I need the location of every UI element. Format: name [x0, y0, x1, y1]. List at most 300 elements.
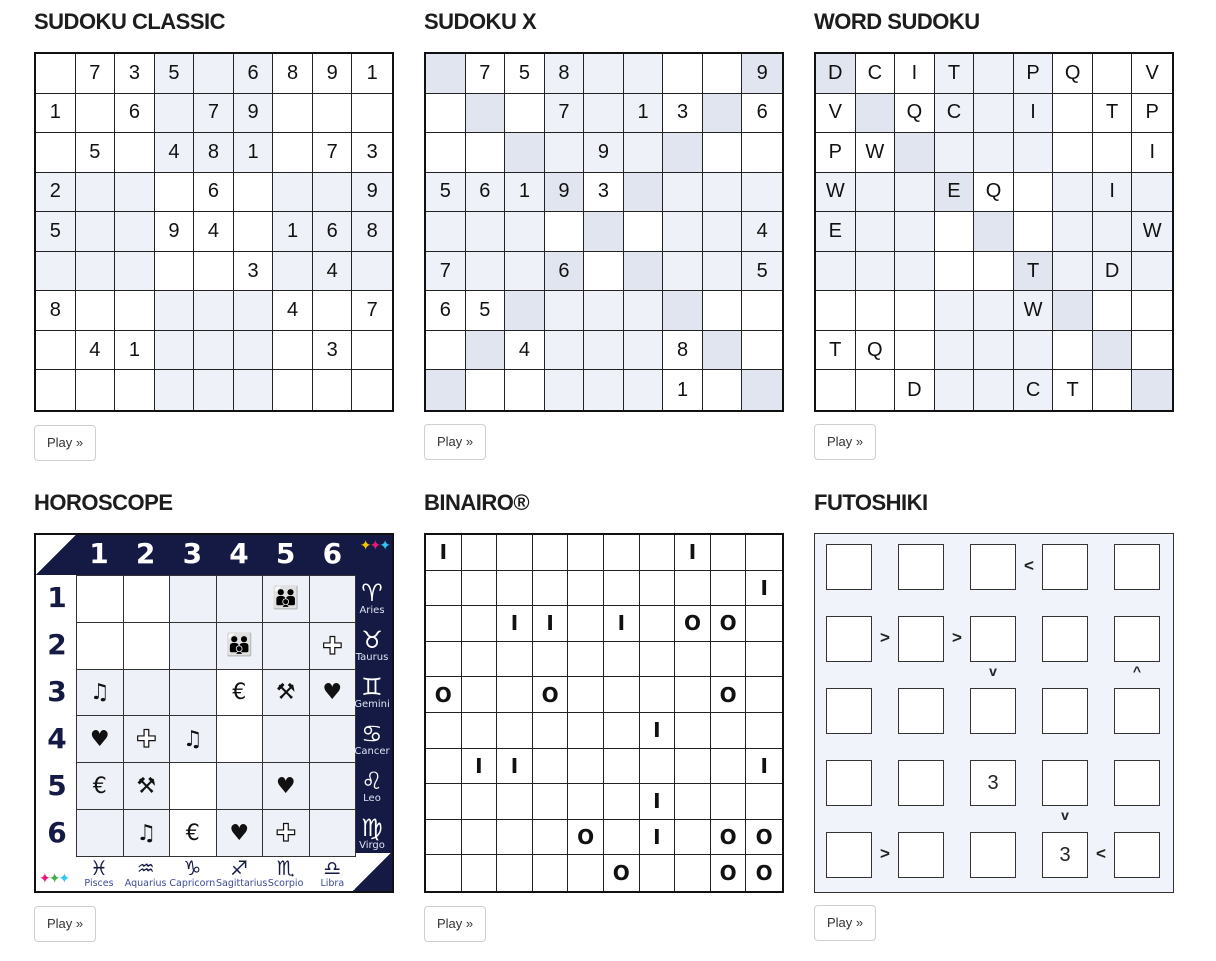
- grid-cell[interactable]: [466, 133, 506, 173]
- grid-cell[interactable]: [703, 331, 743, 371]
- grid-cell[interactable]: I: [426, 535, 462, 571]
- grid-cell[interactable]: [263, 763, 310, 810]
- grid-cell[interactable]: 4: [155, 133, 195, 173]
- grid-cell[interactable]: [462, 784, 498, 820]
- grid-cell[interactable]: 6: [313, 212, 353, 252]
- grid-cell[interactable]: 4: [194, 212, 234, 252]
- grid-cell[interactable]: [155, 331, 195, 371]
- grid-cell[interactable]: 7: [426, 252, 466, 292]
- grid-cell[interactable]: 5: [426, 173, 466, 213]
- grid-cell[interactable]: [76, 370, 116, 410]
- grid-cell[interactable]: D: [1093, 252, 1133, 292]
- grid-cell[interactable]: 7: [313, 133, 353, 173]
- grid-cell[interactable]: [466, 331, 506, 371]
- play-button-horoscope[interactable]: Play »: [34, 906, 96, 942]
- grid-cell[interactable]: [898, 832, 944, 878]
- grid-cell[interactable]: Q: [856, 331, 896, 371]
- grid-cell[interactable]: 4: [742, 212, 782, 252]
- grid-cell[interactable]: [898, 616, 944, 662]
- grid-cell[interactable]: 7: [194, 94, 234, 134]
- grid-cell[interactable]: [675, 677, 711, 713]
- grid-cell[interactable]: O: [755, 861, 773, 886]
- grid-cell[interactable]: D: [895, 370, 935, 410]
- grid-cell[interactable]: [497, 642, 533, 678]
- grid-cell[interactable]: [352, 370, 392, 410]
- grid-cell[interactable]: 9: [352, 173, 392, 213]
- grid-cell[interactable]: 5: [466, 291, 506, 331]
- grid-cell[interactable]: [1093, 370, 1133, 410]
- grid-cell[interactable]: [426, 94, 466, 134]
- grid-cell[interactable]: O: [711, 855, 747, 891]
- grid-cell[interactable]: [703, 133, 743, 173]
- grid-cell[interactable]: [568, 713, 604, 749]
- grid-cell[interactable]: 6: [426, 291, 466, 331]
- grid-cell[interactable]: [826, 688, 872, 734]
- grid-cell[interactable]: [742, 173, 782, 213]
- grid-cell[interactable]: 1: [624, 94, 664, 134]
- grid-cell[interactable]: 9: [584, 133, 624, 173]
- grid-cell[interactable]: 8: [352, 212, 392, 252]
- grid-cell[interactable]: 9: [742, 54, 782, 94]
- grid-cell[interactable]: [263, 716, 310, 763]
- play-button-sudoku-x[interactable]: Play »: [424, 424, 486, 460]
- grid-cell[interactable]: 3: [234, 252, 274, 292]
- grid-cell[interactable]: I: [640, 713, 676, 749]
- grid-cell[interactable]: 1: [352, 54, 392, 94]
- grid-cell[interactable]: Q: [1053, 54, 1093, 94]
- grid-cell[interactable]: 8: [36, 291, 76, 331]
- grid-cell[interactable]: 5: [155, 54, 195, 94]
- grid-cell[interactable]: [426, 642, 462, 678]
- grid-cell[interactable]: [604, 535, 640, 571]
- grid-cell[interactable]: [505, 212, 545, 252]
- grid-cell[interactable]: [217, 576, 264, 623]
- grid-cell[interactable]: I: [1132, 133, 1172, 173]
- grid-cell[interactable]: [124, 763, 171, 810]
- grid-cell[interactable]: [426, 331, 466, 371]
- grid-cell[interactable]: [352, 94, 392, 134]
- grid-cell[interactable]: [974, 133, 1014, 173]
- grid-cell[interactable]: [155, 370, 195, 410]
- grid-cell[interactable]: [497, 677, 533, 713]
- grid-cell[interactable]: [1014, 173, 1054, 213]
- grid-cell[interactable]: [124, 716, 171, 763]
- grid-cell[interactable]: [545, 370, 585, 410]
- grid-cell[interactable]: W: [1132, 212, 1172, 252]
- grid-cell[interactable]: [711, 535, 747, 571]
- grid-cell[interactable]: W: [1014, 291, 1054, 331]
- grid-cell[interactable]: [533, 855, 569, 891]
- grid-cell[interactable]: [273, 331, 313, 371]
- grid-cell[interactable]: 9: [155, 212, 195, 252]
- grid-cell[interactable]: O: [426, 677, 462, 713]
- grid-cell[interactable]: [194, 331, 234, 371]
- grid-cell[interactable]: [155, 94, 195, 134]
- grid-cell[interactable]: [1053, 331, 1093, 371]
- grid-cell[interactable]: [675, 713, 711, 749]
- grid-cell[interactable]: [604, 642, 640, 678]
- grid-cell[interactable]: [604, 713, 640, 749]
- grid-cell[interactable]: 7: [76, 54, 116, 94]
- grid-cell[interactable]: [310, 623, 357, 670]
- grid-cell[interactable]: [711, 642, 747, 678]
- grid-cell[interactable]: [1114, 544, 1160, 590]
- grid-cell[interactable]: [217, 810, 264, 857]
- grid-cell[interactable]: [711, 749, 747, 785]
- grid-cell[interactable]: I: [640, 784, 676, 820]
- grid-cell[interactable]: [466, 212, 506, 252]
- grid-cell[interactable]: 4: [505, 331, 545, 371]
- grid-cell[interactable]: [826, 760, 872, 806]
- grid-cell[interactable]: [170, 670, 217, 717]
- grid-cell[interactable]: [604, 749, 640, 785]
- grid-cell[interactable]: 5: [76, 133, 116, 173]
- grid-cell[interactable]: P: [816, 133, 856, 173]
- grid-cell[interactable]: [124, 576, 171, 623]
- grid-cell[interactable]: [533, 535, 569, 571]
- grid-cell[interactable]: 7: [352, 291, 392, 331]
- grid-cell[interactable]: [1053, 173, 1093, 213]
- grid-cell[interactable]: [426, 571, 462, 607]
- grid-cell[interactable]: 7: [466, 54, 506, 94]
- grid-cell[interactable]: 3: [584, 173, 624, 213]
- grid-cell[interactable]: [640, 677, 676, 713]
- grid-cell[interactable]: [974, 291, 1014, 331]
- grid-cell[interactable]: [1042, 688, 1088, 734]
- grid-cell[interactable]: 9: [545, 173, 585, 213]
- grid-cell[interactable]: [895, 212, 935, 252]
- grid-cell[interactable]: [675, 642, 711, 678]
- grid-cell[interactable]: [77, 810, 124, 857]
- grid-cell[interactable]: [974, 54, 1014, 94]
- grid-cell[interactable]: 1: [36, 94, 76, 134]
- grid-cell[interactable]: [155, 252, 195, 292]
- grid-cell[interactable]: [895, 133, 935, 173]
- grid-cell[interactable]: [505, 291, 545, 331]
- grid-cell[interactable]: [624, 370, 664, 410]
- grid-cell[interactable]: [742, 133, 782, 173]
- grid-cell[interactable]: T: [1093, 94, 1133, 134]
- grid-cell[interactable]: [310, 576, 357, 623]
- grid-cell[interactable]: [1132, 331, 1172, 371]
- grid-cell[interactable]: [584, 252, 624, 292]
- grid-cell[interactable]: [273, 94, 313, 134]
- grid-cell[interactable]: [640, 642, 676, 678]
- grid-cell[interactable]: [746, 677, 782, 713]
- grid-cell[interactable]: [77, 716, 124, 763]
- grid-cell[interactable]: [1053, 212, 1093, 252]
- grid-cell[interactable]: [426, 820, 462, 856]
- play-button-futoshiki[interactable]: Play »: [814, 905, 876, 941]
- grid-cell[interactable]: [273, 173, 313, 213]
- grid-cell[interactable]: [77, 670, 124, 717]
- grid-cell[interactable]: [746, 713, 782, 749]
- grid-cell[interactable]: [263, 810, 310, 857]
- grid-cell[interactable]: [217, 623, 264, 670]
- grid-cell[interactable]: O: [746, 820, 782, 856]
- grid-cell[interactable]: [1093, 331, 1133, 371]
- grid-cell[interactable]: [746, 784, 782, 820]
- grid-cell[interactable]: O: [604, 855, 640, 891]
- grid-cell[interactable]: [170, 576, 217, 623]
- grid-cell[interactable]: [675, 784, 711, 820]
- grid-cell[interactable]: [624, 133, 664, 173]
- grid-cell[interactable]: [273, 370, 313, 410]
- grid-cell[interactable]: P: [1132, 94, 1172, 134]
- grid-cell[interactable]: [1093, 54, 1133, 94]
- grid-cell[interactable]: I: [640, 820, 676, 856]
- grid-cell[interactable]: 9: [313, 54, 353, 94]
- grid-cell[interactable]: [898, 760, 944, 806]
- grid-cell[interactable]: P: [1014, 54, 1054, 94]
- grid-cell[interactable]: [1042, 616, 1088, 662]
- grid-cell[interactable]: 3: [313, 331, 353, 371]
- grid-cell[interactable]: 4: [273, 291, 313, 331]
- grid-cell[interactable]: [1053, 94, 1093, 134]
- grid-cell[interactable]: [640, 855, 676, 891]
- grid-cell[interactable]: [970, 688, 1016, 734]
- grid-cell[interactable]: [711, 571, 747, 607]
- grid-cell[interactable]: I: [746, 571, 782, 607]
- grid-cell[interactable]: I: [533, 606, 569, 642]
- grid-cell[interactable]: 4: [76, 331, 116, 371]
- grid-cell[interactable]: [935, 133, 975, 173]
- grid-cell[interactable]: [76, 212, 116, 252]
- grid-cell[interactable]: [1053, 252, 1093, 292]
- grid-cell[interactable]: [170, 716, 217, 763]
- grid-cell[interactable]: C: [1014, 370, 1054, 410]
- grid-cell[interactable]: [935, 291, 975, 331]
- grid-cell[interactable]: [895, 173, 935, 213]
- grid-cell[interactable]: [115, 173, 155, 213]
- grid-cell[interactable]: [462, 855, 498, 891]
- grid-cell[interactable]: 5: [36, 212, 76, 252]
- grid-cell[interactable]: I: [497, 749, 533, 785]
- grid-cell[interactable]: [194, 252, 234, 292]
- grid-cell[interactable]: [1053, 291, 1093, 331]
- grid-cell[interactable]: [1114, 616, 1160, 662]
- grid-cell[interactable]: [462, 571, 498, 607]
- grid-cell[interactable]: [816, 291, 856, 331]
- grid-cell[interactable]: [263, 576, 310, 623]
- grid-cell[interactable]: [462, 642, 498, 678]
- grid-cell[interactable]: [155, 291, 195, 331]
- grid-cell[interactable]: [426, 212, 466, 252]
- grid-cell[interactable]: Q: [895, 94, 935, 134]
- grid-cell[interactable]: [895, 331, 935, 371]
- grid-cell[interactable]: [1014, 331, 1054, 371]
- grid-cell[interactable]: [426, 784, 462, 820]
- grid-cell[interactable]: [856, 252, 896, 292]
- grid-cell[interactable]: [497, 820, 533, 856]
- grid-cell[interactable]: [624, 252, 664, 292]
- grid-cell[interactable]: 3: [1042, 832, 1088, 878]
- grid-cell[interactable]: [568, 749, 604, 785]
- sudoku-classic-grid[interactable]: [34, 52, 394, 412]
- grid-cell[interactable]: [568, 535, 604, 571]
- grid-cell[interactable]: O: [711, 820, 747, 856]
- grid-cell[interactable]: [194, 370, 234, 410]
- grid-cell[interactable]: [545, 331, 585, 371]
- grid-cell[interactable]: [313, 370, 353, 410]
- grid-cell[interactable]: E: [935, 173, 975, 213]
- grid-cell[interactable]: [711, 713, 747, 749]
- grid-cell[interactable]: [568, 642, 604, 678]
- grid-cell[interactable]: [568, 784, 604, 820]
- grid-cell[interactable]: [1114, 832, 1160, 878]
- grid-cell[interactable]: [497, 713, 533, 749]
- grid-cell[interactable]: [742, 291, 782, 331]
- futoshiki-grid[interactable]: [814, 533, 1174, 893]
- grid-cell[interactable]: W: [856, 133, 896, 173]
- grid-cell[interactable]: 6: [466, 173, 506, 213]
- grid-cell[interactable]: [584, 331, 624, 371]
- play-button-binairo[interactable]: Play »: [424, 906, 486, 942]
- grid-cell[interactable]: 1: [273, 212, 313, 252]
- grid-cell[interactable]: O: [711, 606, 747, 642]
- grid-cell[interactable]: [313, 94, 353, 134]
- grid-cell[interactable]: [263, 670, 310, 717]
- grid-cell[interactable]: [675, 749, 711, 785]
- grid-cell[interactable]: [1053, 133, 1093, 173]
- horoscope-grid[interactable]: [34, 533, 394, 893]
- grid-cell[interactable]: [1014, 133, 1054, 173]
- grid-cell[interactable]: [505, 94, 545, 134]
- grid-cell[interactable]: [76, 173, 116, 213]
- grid-cell[interactable]: 5: [505, 54, 545, 94]
- grid-cell[interactable]: [584, 212, 624, 252]
- grid-cell[interactable]: [604, 677, 640, 713]
- grid-cell[interactable]: [170, 810, 217, 857]
- grid-cell[interactable]: [217, 716, 264, 763]
- grid-cell[interactable]: [1042, 760, 1088, 806]
- grid-cell[interactable]: [36, 54, 76, 94]
- grid-cell[interactable]: [170, 763, 217, 810]
- grid-cell[interactable]: I: [1014, 94, 1054, 134]
- grid-cell[interactable]: 8: [273, 54, 313, 94]
- grid-cell[interactable]: [533, 642, 569, 678]
- grid-cell[interactable]: 8: [545, 54, 585, 94]
- grid-cell[interactable]: [1132, 291, 1172, 331]
- grid-cell[interactable]: 1: [663, 370, 703, 410]
- grid-cell[interactable]: [545, 212, 585, 252]
- grid-cell[interactable]: [124, 670, 171, 717]
- grid-cell[interactable]: [1132, 173, 1172, 213]
- grid-cell[interactable]: [663, 212, 703, 252]
- grid-cell[interactable]: W: [816, 173, 856, 213]
- grid-cell[interactable]: 6: [234, 54, 274, 94]
- grid-cell[interactable]: C: [935, 94, 975, 134]
- grid-cell[interactable]: [497, 571, 533, 607]
- grid-cell[interactable]: [462, 606, 498, 642]
- grid-cell[interactable]: [935, 331, 975, 371]
- grid-cell[interactable]: [115, 291, 155, 331]
- grid-cell[interactable]: [505, 252, 545, 292]
- grid-cell[interactable]: [746, 606, 782, 642]
- grid-cell[interactable]: [703, 94, 743, 134]
- grid-cell[interactable]: [462, 820, 498, 856]
- grid-cell[interactable]: [426, 855, 462, 891]
- grid-cell[interactable]: [826, 616, 872, 662]
- grid-cell[interactable]: [77, 576, 124, 623]
- grid-cell[interactable]: [462, 535, 498, 571]
- grid-cell[interactable]: [663, 133, 703, 173]
- grid-cell[interactable]: [1093, 291, 1133, 331]
- grid-cell[interactable]: [856, 212, 896, 252]
- grid-cell[interactable]: [895, 291, 935, 331]
- grid-cell[interactable]: [497, 855, 533, 891]
- grid-cell[interactable]: [568, 677, 604, 713]
- play-button-word-sudoku[interactable]: Play »: [814, 424, 876, 460]
- grid-cell[interactable]: C: [856, 54, 896, 94]
- grid-cell[interactable]: 3: [663, 94, 703, 134]
- grid-cell[interactable]: E: [816, 212, 856, 252]
- grid-cell[interactable]: [742, 370, 782, 410]
- grid-cell[interactable]: 1: [505, 173, 545, 213]
- grid-cell[interactable]: [663, 291, 703, 331]
- grid-cell[interactable]: [746, 642, 782, 678]
- grid-cell[interactable]: [568, 855, 604, 891]
- grid-cell[interactable]: O: [533, 677, 569, 713]
- grid-cell[interactable]: [310, 810, 357, 857]
- grid-cell[interactable]: 3: [352, 133, 392, 173]
- grid-cell[interactable]: [703, 173, 743, 213]
- grid-cell[interactable]: I: [895, 54, 935, 94]
- grid-cell[interactable]: [640, 571, 676, 607]
- grid-cell[interactable]: 6: [742, 94, 782, 134]
- grid-cell[interactable]: O: [568, 820, 604, 856]
- grid-cell[interactable]: [1093, 212, 1133, 252]
- grid-cell[interactable]: [545, 133, 585, 173]
- grid-cell[interactable]: [234, 331, 274, 371]
- grid-cell[interactable]: [115, 133, 155, 173]
- grid-cell[interactable]: [217, 763, 264, 810]
- grid-cell[interactable]: [76, 252, 116, 292]
- grid-cell[interactable]: [234, 291, 274, 331]
- grid-cell[interactable]: [624, 291, 664, 331]
- grid-cell[interactable]: [505, 370, 545, 410]
- grid-cell[interactable]: [624, 331, 664, 371]
- grid-cell[interactable]: [36, 331, 76, 371]
- grid-cell[interactable]: [624, 54, 664, 94]
- grid-cell[interactable]: [497, 535, 533, 571]
- grid-cell[interactable]: [935, 212, 975, 252]
- grid-cell[interactable]: [36, 133, 76, 173]
- grid-cell[interactable]: [970, 616, 1016, 662]
- grid-cell[interactable]: [703, 370, 743, 410]
- grid-cell[interactable]: [533, 820, 569, 856]
- grid-cell[interactable]: 2: [36, 173, 76, 213]
- grid-cell[interactable]: [604, 571, 640, 607]
- play-button-sudoku-classic[interactable]: Play »: [34, 425, 96, 461]
- grid-cell[interactable]: [234, 173, 274, 213]
- sudoku-x-grid[interactable]: [424, 52, 784, 412]
- grid-cell[interactable]: [935, 252, 975, 292]
- grid-cell[interactable]: [77, 623, 124, 670]
- grid-cell[interactable]: T: [1053, 370, 1093, 410]
- grid-cell[interactable]: [313, 173, 353, 213]
- grid-cell[interactable]: [124, 810, 171, 857]
- grid-cell[interactable]: [604, 784, 640, 820]
- grid-cell[interactable]: [426, 370, 466, 410]
- grid-cell[interactable]: [313, 291, 353, 331]
- grid-cell[interactable]: [974, 94, 1014, 134]
- word-sudoku-grid[interactable]: [814, 52, 1174, 412]
- grid-cell[interactable]: [426, 606, 462, 642]
- grid-cell[interactable]: [703, 212, 743, 252]
- grid-cell[interactable]: [826, 544, 872, 590]
- grid-cell[interactable]: [640, 749, 676, 785]
